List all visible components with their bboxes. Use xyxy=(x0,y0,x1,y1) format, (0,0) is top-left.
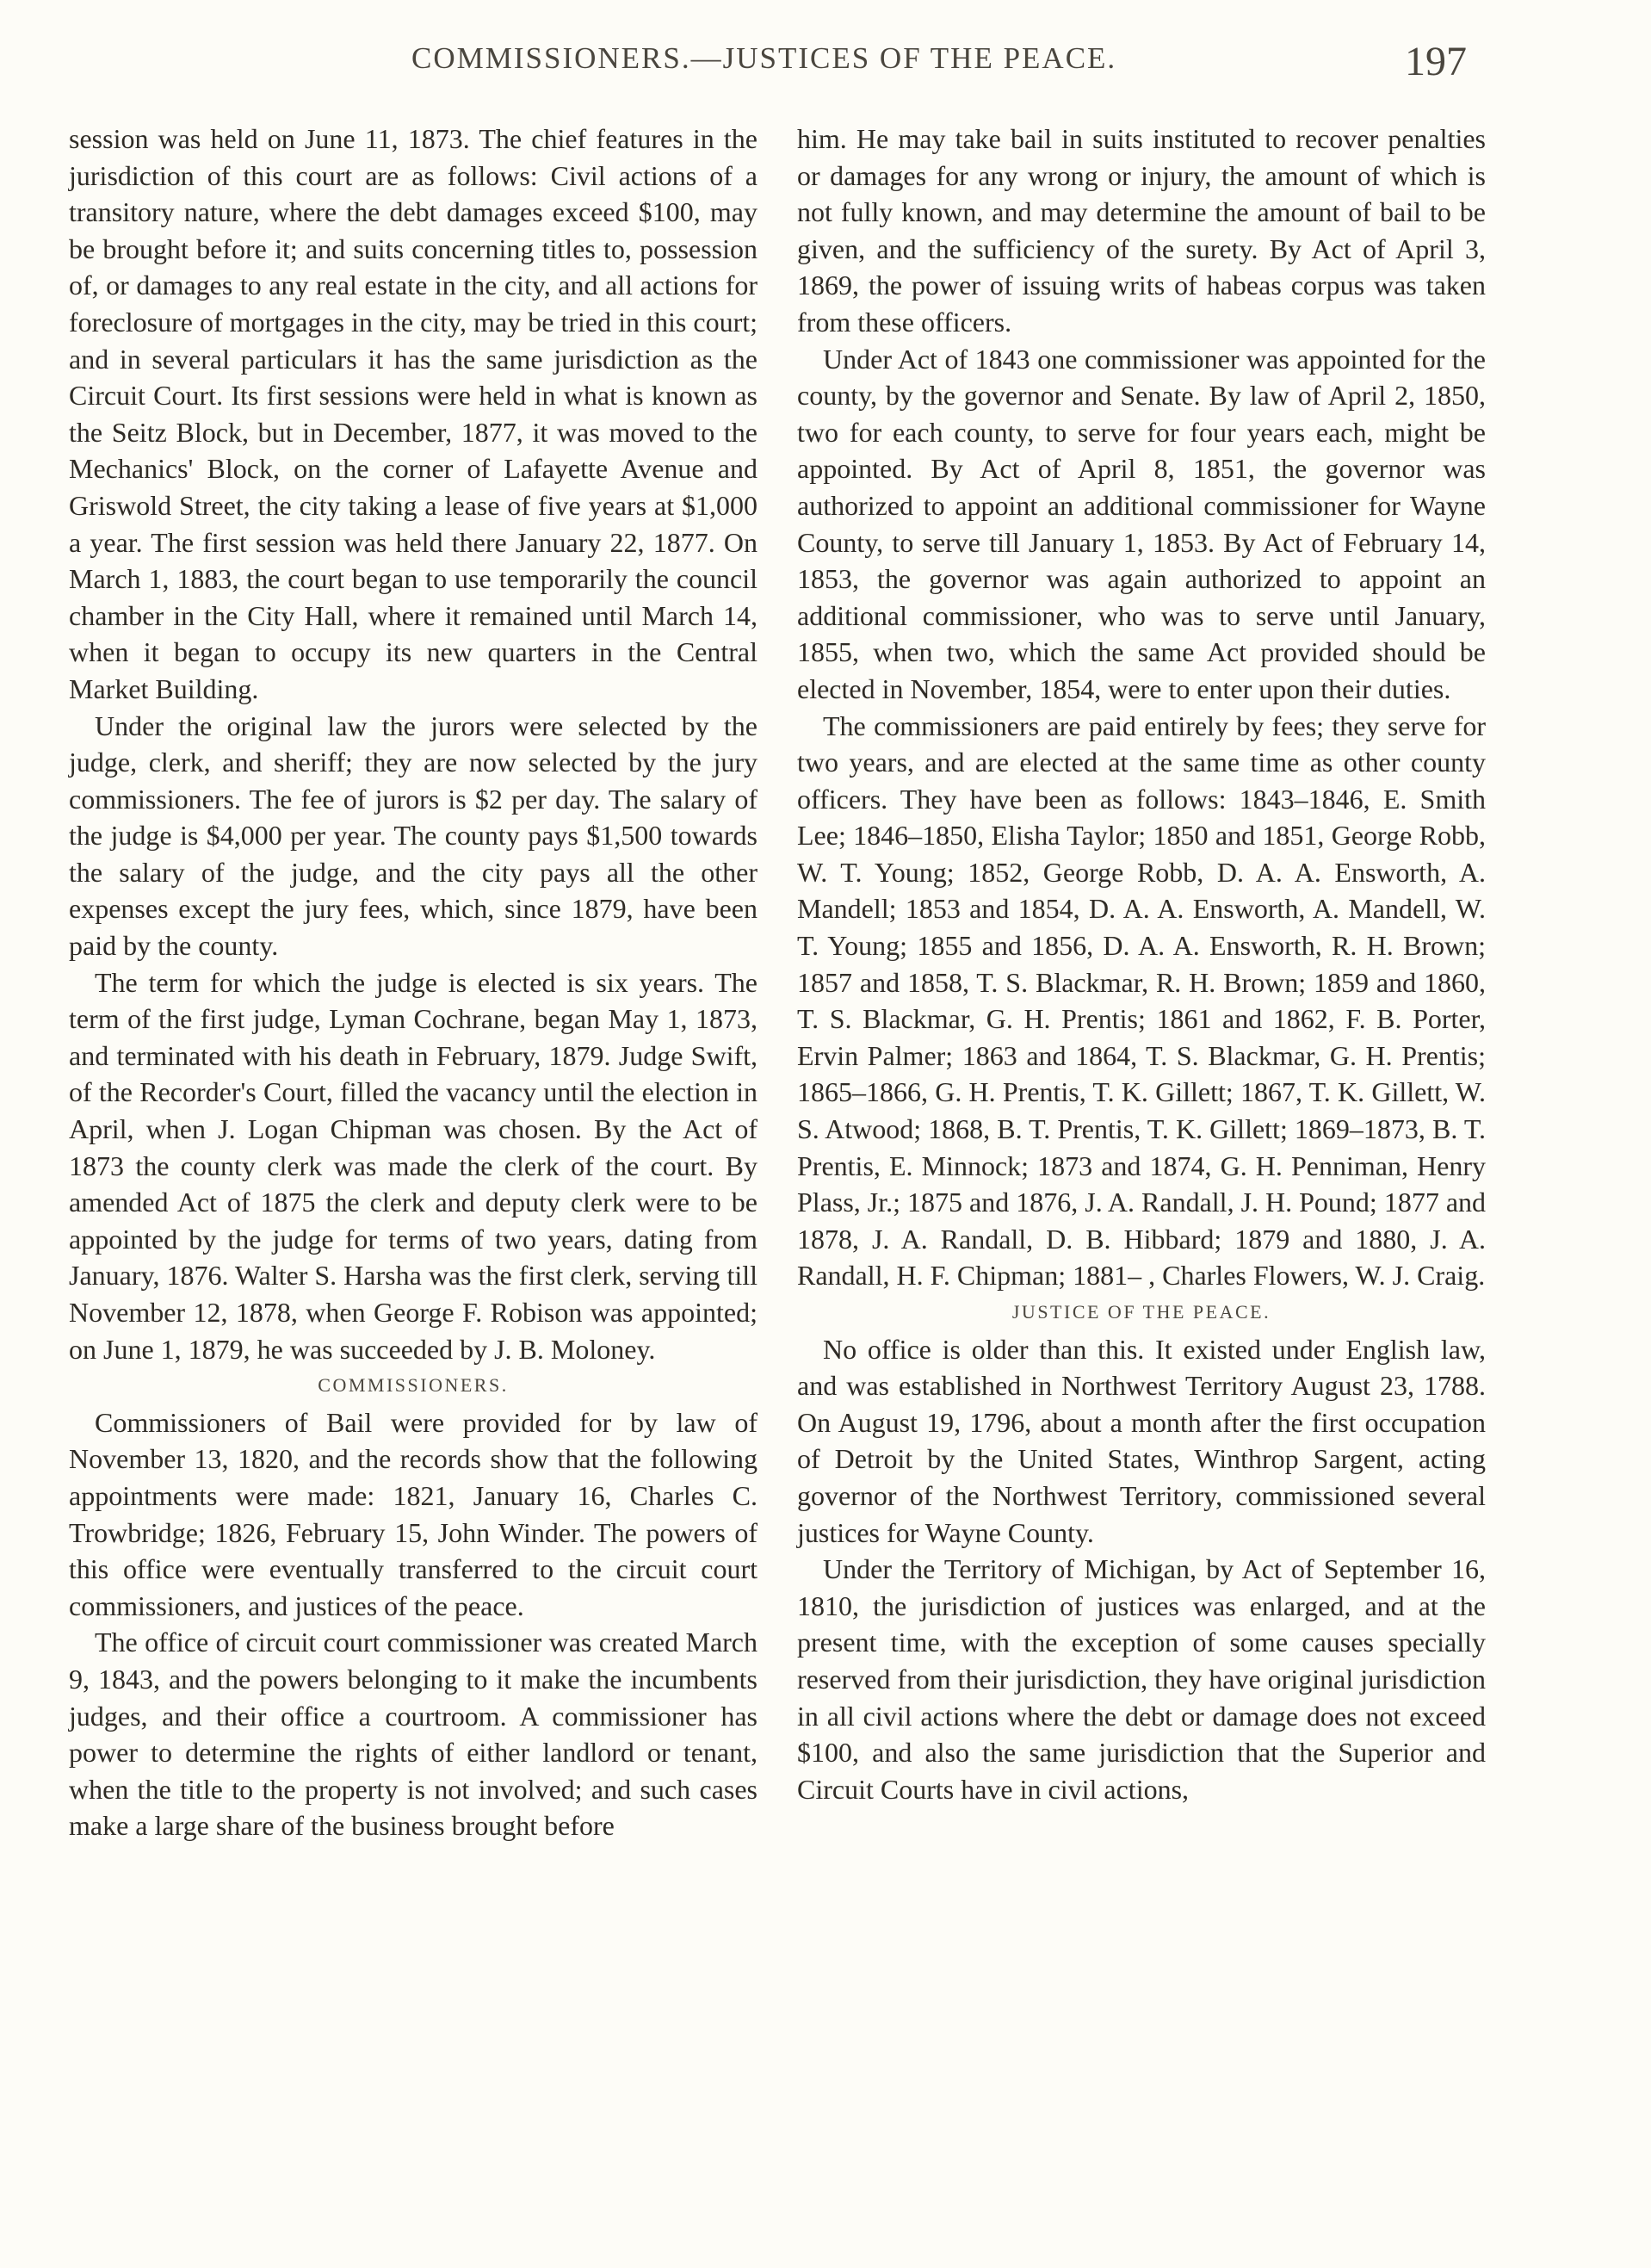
section-heading-commissioners: COMMISSIONERS. xyxy=(318,1374,509,1397)
right-column xyxy=(797,121,1486,1807)
running-title: COMMISSIONERS.—JUSTICES OF THE PEACE. xyxy=(411,41,1117,75)
running-head xyxy=(0,41,1651,93)
paragraph: No office is older than this. It existed under English law, and was established in Northwest Territory August 23, 1788. On August 19, 1796, about a month after the first occupation of Detroit by the United States, Winthrop Sargent, acting governor of the Northwest Territory, commissioned several justices for Wayne County. xyxy=(797,1333,1486,1548)
page-number: 197 xyxy=(1405,39,1467,84)
paragraph: Under Act of 1843 one commissioner was appointed for the county, by the governor and Senate. By law of April 2, 1850, two for each county, to serve for four years each, might be appointed. By Act of April 8, 1851, the governor was authorized to appoint an additional commissioner for Wayne County, to serve till January 1, 1853. By Act of February 14, 1853, the governor was again authorized to appoint an additional commissioner, who was to serve until January, 1855, when two, which the same Act provided should be elected in November, 1854, were to enter upon their duties. xyxy=(797,343,1486,704)
left-column xyxy=(69,121,757,1844)
paragraph: Under the Territory of Michigan, by Act of September 16, 1810, the jurisdiction of justices was enlarged, and at the present time, with the exception of some causes specially reserved from their jurisdiction, they have original jurisdiction in all civil actions where the debt or damage does not exceed $100, and also the same jurisdiction that the Superior and Circuit Courts have in civil actions, xyxy=(797,1553,1486,1805)
paragraph: The office of circuit court commissioner was created March 9, 1843, and the powers belonging to it make the incumbents judges, and their office a courtroom. A commissioner has power to determine the rights of either landlord or tenant, when the title to the property is not involved; and such cases make a large share of the business brought before xyxy=(69,1627,757,1842)
section-heading-justice-of-the-peace: JUSTICE OF THE PEACE. xyxy=(1011,1301,1271,1323)
paragraph: him. He may take bail in suits instituted to recover penalties or damages for any wrong or injury, the amount of which is not fully known, and may determine the amount of bail to be given, and the sufficiency of the surety. By Act of April 3, 1869, the power of issuing writs of habeas corpus was taken from these officers. xyxy=(797,123,1486,338)
paragraph: The term for which the judge is elected is six years. The term of the first judge, Lyman Cochrane, began May 1, 1873, and terminated with his death in February, 1879. Judge Swift, of the Recorder's Court, filled the vacancy until the election in April, when J. Logan Chipman was chosen. By the Act of 1873 the county clerk was made the clerk of the court. By amended Act of 1875 the clerk and deputy clerk were to be appointed by the judge for terms of two years, dating from January, 1876. Walter S. Harsha was the first clerk, serving till November 12, 1878, when George F. Robison was appointed; on June 1, 1879, he was succeeded by J. B. Moloney. xyxy=(69,966,757,1365)
paragraph: session was held on June 11, 1873. The chief features in the jurisdiction of this court are as follows: Civil actions of a transitory nature, where the debt damages exceed $100, may be brought before it; and suits concerning titles to, possession of, or damages to any real estate in the city, and all actions for foreclosure of mortgages in the city, may be tried in this court; and in several particulars it has the same jurisdiction as the Circuit Court. Its first sessions were held in what is known as the Seitz Block, but in December, 1877, it was moved to the Mechanics' Block, on the corner of Lafayette Avenue and Griswold Street, the city taking a lease of five years at $1,000 a year. The first session was held there January 22, 1877. On March 1, 1883, the court began to use temporarily the council chamber in the City Hall, where it remained until March 14, when it began to occupy its new quarters in the Central Market Building. xyxy=(69,123,757,704)
paragraph: Under the original law the jurors were selected by the judge, clerk, and sheriff; they are now selected by the jury commissioners. The fee of jurors is $2 per day. The salary of the judge is $4,000 per year. The county pays $1,500 towards the salary of the judge, and the city pays all the other expenses except the jury fees, which, since 1879, have been paid by the county. xyxy=(69,710,757,962)
paragraph: The commissioners are paid entirely by fees; they serve for two years, and are elected at the same time as other county officers. They have been as follows: 1843–1846, E. Smith Lee; 1846–1850, Elisha Taylor; 1850 and 1851, George Robb, W. T. Young; 1852, George Robb, D. A. A. Ensworth, A. Mandell; 1853 and 1854, D. A. A. Ensworth, A. Mandell, W. T. Young; 1855 and 1856, D. A. A. Ensworth, R. H. Brown; 1857 and 1858, T. S. Blackmar, R. H. Brown; 1859 and 1860, T. S. Blackmar, G. H. Prentis; 1861 and 1862, F. B. Porter, Ervin Palmer; 1863 and 1864, T. S. Blackmar, G. H. Prentis; 1865–1866, G. H. Prentis, T. K. Gillett; 1867, T. K. Gillett, W. S. Atwood; 1868, B. T. Prentis, T. K. Gillett; 1869–1873, B. T. Prentis, E. Minnock; 1873 and 1874, G. H. Penniman, Henry Plass, Jr.; 1875 and 1876, J. A. Randall, J. H. Pound; 1877 and 1878, J. A. Randall, D. B. Hibbard; 1879 and 1880, J. A. Randall, H. F. Chipman; 1881– , Charles Flowers, W. J. Craig. xyxy=(797,710,1487,1292)
paragraph: Commissioners of Bail were provided for by law of November 13, 1820, and the records show that the following appointments were made: 1821, January 16, Charles C. Trowbridge; 1826, February 15, John Winder. The powers of this office were eventually transferred to the circuit court commissioners, and justices of the peace. xyxy=(69,1406,757,1621)
